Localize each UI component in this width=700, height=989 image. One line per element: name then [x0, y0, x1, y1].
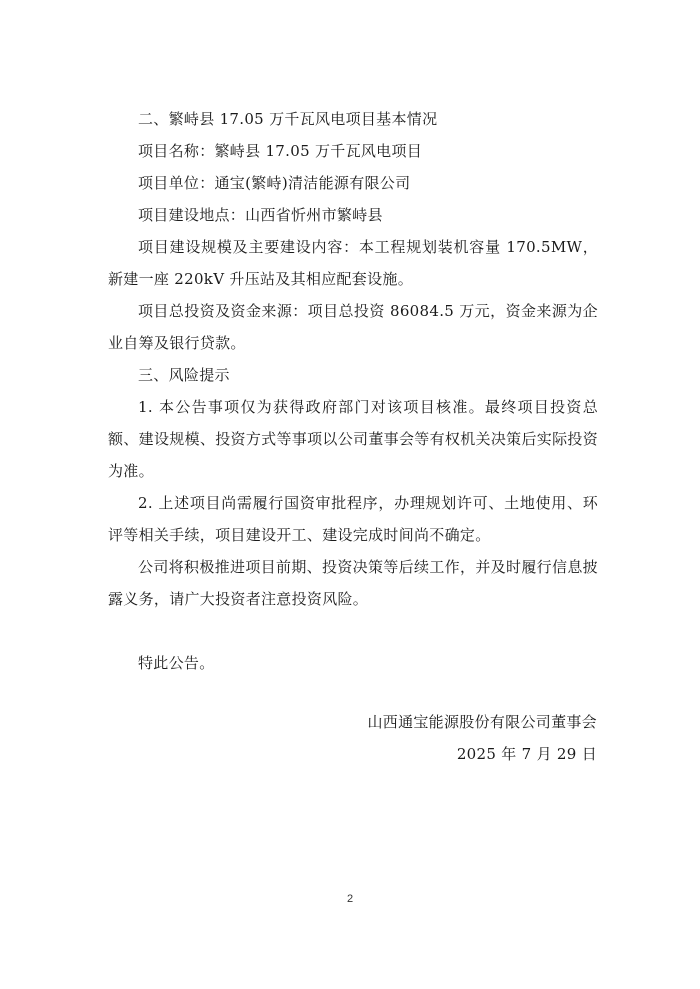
company-commitment: 公司将积极推进项目前期、投资决策等后续工作，并及时履行信息披露义务，请广大投资者注意投资风险。 — [108, 558, 598, 608]
risk-item-1: 1. 本公告事项仅为获得政府部门对该项目核准。最终项目投资总额、建设规模、投资方式等事项以公司董事会等有权机关决策后实际投资为准。 — [108, 398, 598, 480]
page-number: 2 — [346, 893, 354, 905]
section-heading-project-info: 二、繁峙县 17.05 万千瓦风电项目基本情况 — [138, 110, 438, 128]
signature-company: 山西通宝能源股份有限公司董事会 — [367, 713, 597, 731]
section-heading-risk: 三、风险提示 — [138, 366, 230, 384]
project-investment: 项目总投资及资金来源：项目总投资 86084.5 万元，资金来源为企业自筹及银行贷款。 — [108, 302, 598, 352]
risk-item-2: 2. 上述项目尚需履行国资审批程序，办理规划许可、土地使用、环评等相关手续，项目建设开工、建设完成时间尚不确定。 — [108, 494, 598, 544]
project-unit: 项目单位：通宝(繁峙)清洁能源有限公司 — [138, 174, 411, 192]
spacer — [108, 615, 598, 647]
document-body — [108, 103, 598, 679]
project-name: 项目名称：繁峙县 17.05 万千瓦风电项目 — [138, 142, 423, 160]
signature-block — [367, 706, 597, 770]
closing-statement: 特此公告。 — [138, 654, 215, 672]
project-location: 项目建设地点：山西省忻州市繁峙县 — [138, 206, 383, 224]
project-scale: 项目建设规模及主要建设内容：本工程规划装机容量 170.5MW，新建一座 220kV 升压站及其相应配套设施。 — [108, 238, 598, 288]
signature-date: 2025 年 7 月 29 日 — [456, 745, 597, 763]
